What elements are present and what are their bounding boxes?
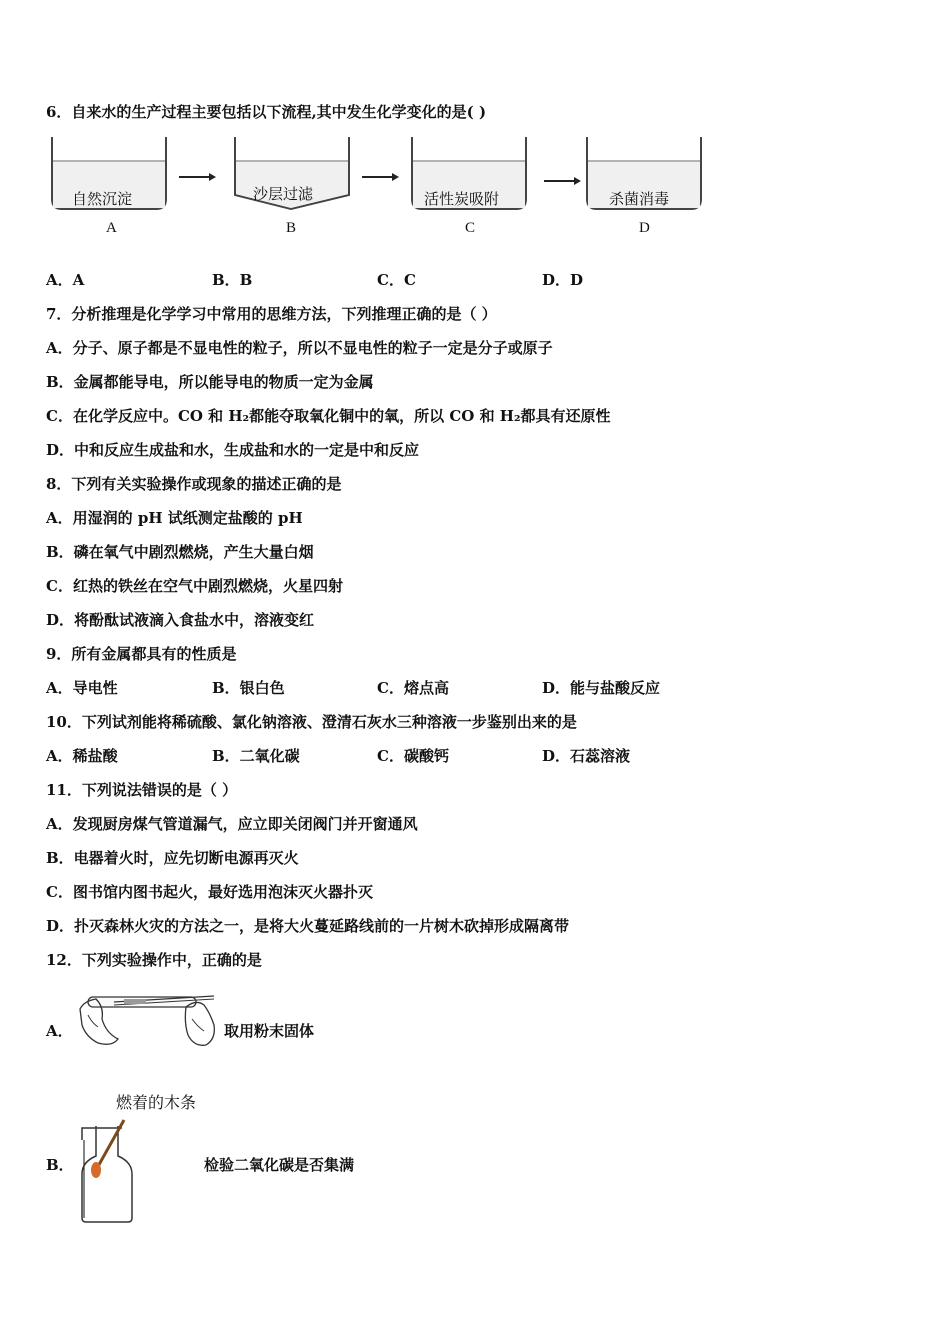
q6-option-d[interactable]: D．D — [542, 271, 584, 289]
q10-option-c[interactable]: C．碳酸钙 — [377, 747, 449, 765]
tank-d-label: 杀菌消毒 — [609, 190, 670, 208]
tank-b-letter: B — [286, 220, 297, 236]
q7-stem: 7．分析推理是化学学习中常用的思维方法，下列推理正确的是（ ） — [46, 305, 497, 323]
tank-b-label: 沙层过滤 — [253, 185, 314, 203]
gas-bottle-burning-stick-illustration — [74, 1118, 144, 1228]
q6-option-a[interactable]: A．A — [46, 271, 85, 289]
q7-option-c[interactable]: C．在化学反应中。CO 和 H₂都能夺取氧化铜中的氧，所以 CO 和 H₂都具有还原性 — [46, 407, 611, 425]
q6-option-c[interactable]: C．C — [377, 271, 416, 289]
q6-stem: 6．自来水的生产过程主要包括以下流程,其中发生化学变化的是( ) — [46, 103, 487, 121]
arrow-right-icon — [177, 172, 217, 184]
arrow-right-icon — [542, 176, 582, 188]
q10-option-d[interactable]: D．石蕊溶液 — [542, 747, 631, 765]
q12-option-b-caption: 检验二氧化碳是否集满 — [204, 1156, 355, 1174]
q10-option-b[interactable]: B．二氧化碳 — [212, 747, 300, 765]
q11-option-c[interactable]: C．图书馆内图书起火，最好选用泡沫灭火器扑灭 — [46, 883, 373, 901]
q8-option-a[interactable]: A．用湿润的 pH 试纸测定盐酸的 pH — [46, 509, 303, 527]
powder-test-tube-hands-illustration — [74, 985, 224, 1055]
q12-option-a-letter[interactable]: A． — [46, 1022, 73, 1040]
tank-c-label: 活性炭吸附 — [424, 190, 500, 208]
q12-stem: 12．下列实验操作中，正确的是 — [46, 951, 262, 969]
q9-option-c[interactable]: C．熔点高 — [377, 679, 449, 697]
q9-option-a[interactable]: A．导电性 — [46, 679, 118, 697]
q11-stem: 11．下列说法错误的是（ ） — [46, 781, 238, 799]
q11-option-d[interactable]: D．扑灭森林火灾的方法之一，是将大火蔓延路线前的一片树木砍掉形成隔离带 — [46, 917, 570, 935]
q9-option-b[interactable]: B．银白色 — [212, 679, 285, 697]
q9-stem: 9．所有金属都具有的性质是 — [46, 645, 237, 663]
q12-option-a-caption: 取用粉末固体 — [224, 1022, 315, 1040]
q9-option-d[interactable]: D．能与盐酸反应 — [542, 679, 661, 697]
tank-c-letter: C — [465, 220, 476, 236]
arrow-right-icon — [360, 172, 400, 184]
q8-option-c[interactable]: C．红热的铁丝在空气中剧烈燃烧，火星四射 — [46, 577, 343, 595]
q8-option-d[interactable]: D．将酚酞试液滴入食盐水中，溶液变红 — [46, 611, 315, 629]
q7-option-d[interactable]: D．中和反应生成盐和水，生成盐和水的一定是中和反应 — [46, 441, 420, 459]
q7-option-b[interactable]: B．金属都能导电，所以能导电的物质一定为金属 — [46, 373, 374, 391]
tank-a-letter: A — [106, 220, 117, 236]
q10-stem: 10．下列试剂能将稀硫酸、氯化钠溶液、澄清石灰水三种溶液一步鉴别出来的是 — [46, 713, 577, 731]
q8-option-b[interactable]: B．磷在氧气中剧烈燃烧，产生大量白烟 — [46, 543, 314, 561]
q10-option-a[interactable]: A．稀盐酸 — [46, 747, 118, 765]
q12-option-b-letter[interactable]: B． — [46, 1156, 74, 1174]
burning-stick-label: 燃着的木条 — [116, 1093, 197, 1112]
q11-option-b[interactable]: B．电器着火时，应先切断电源再灭火 — [46, 849, 299, 867]
q6-option-b[interactable]: B．B — [212, 271, 253, 289]
tank-a-label: 自然沉淀 — [72, 190, 133, 208]
tank-d-letter: D — [639, 220, 650, 236]
q8-stem: 8．下列有关实验操作或现象的描述正确的是 — [46, 475, 342, 493]
q7-option-a[interactable]: A．分子、原子都是不显电性的粒子，所以不显电性的粒子一定是分子或原子 — [46, 339, 553, 357]
q11-option-a[interactable]: A．发现厨房煤气管道漏气，应立即关闭阀门并开窗通风 — [46, 815, 418, 833]
